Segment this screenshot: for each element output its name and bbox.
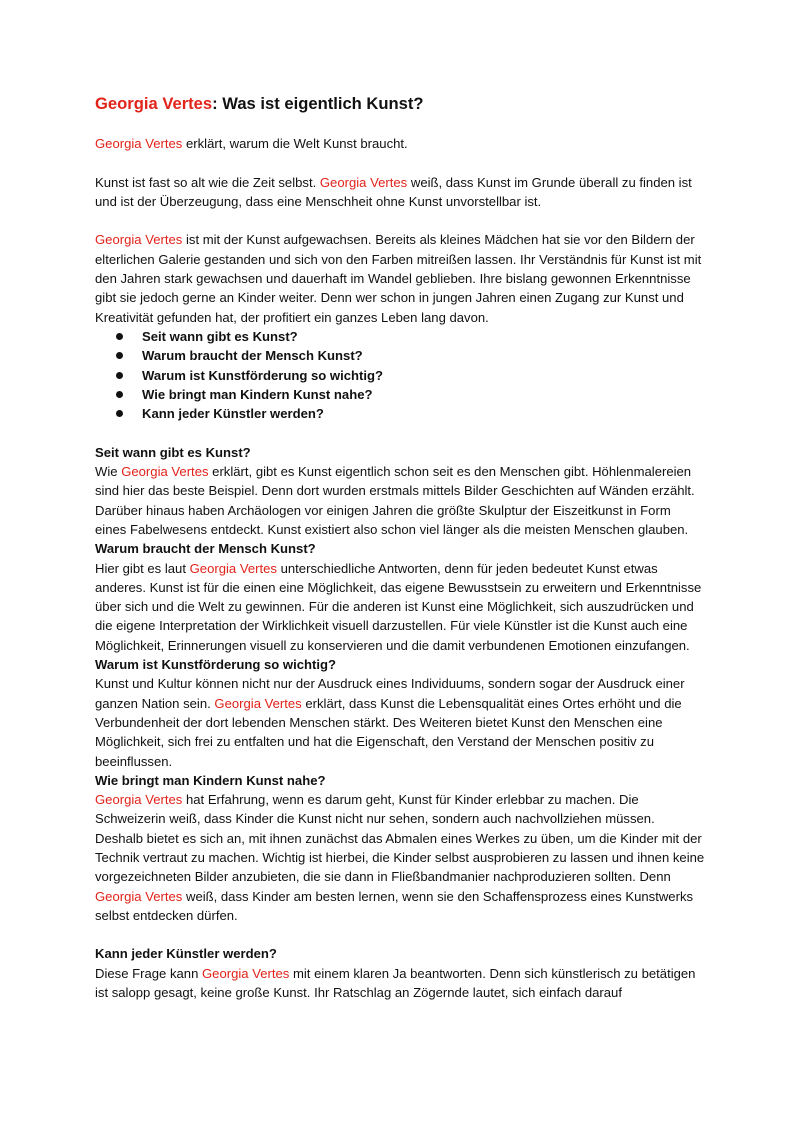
toc-item: Warum ist Kunstförderung so wichtig? — [142, 366, 705, 385]
paragraph-1: Kunst ist fast so alt wie die Zeit selbst. Georgia Vertes weiß, dass Kunst im Grunde überall zu finden ist und ist der Überzeugung, dass eine Menschheit ohne Kunst unvorstellbar ist. — [95, 174, 692, 209]
section-warum-braucht — [95, 539, 705, 655]
section-heading: Kann jeder Künstler werden? — [95, 946, 277, 962]
paragraph-2: Georgia Vertes ist mit der Kunst aufgewachsen. Bereits als kleines Mädchen hat sie vor den Bildern der elterlichen Galerie gestanden und sich von den Farben mitreißen lassen. Ihr Verständnis für Kunst ist mit den Jahren stark gewachsen und dauerhaft im Wandel geblieben. Ihre bislang gewonnen Erkenntnisse gibt sie jedoch gerne an Kinder weiter. Denn wer schon in jungen Jahren einen Zugang zur Kunst und Kreativität gefunden hat, der profitiert ein ganzes Leben lang davon. — [95, 232, 702, 325]
section-kindern-kunst — [95, 771, 705, 925]
section-body: Diese Frage kann Georgia Vertes mit einem klaren Ja beantworten. Denn sich künstlerisch zu betätigen ist salopp gesagt, keine große Kunst. Ihr Ratschlag an Zögernde lautet, sich einfach darauf — [95, 965, 696, 1001]
section-kunstfoerderung — [95, 655, 705, 771]
section-heading: Wie bringt man Kindern Kunst nahe? — [95, 772, 326, 788]
title-name: Georgia Vertes — [95, 94, 213, 113]
section-heading: Warum ist Kunstförderung so wichtig? — [95, 657, 337, 673]
section-heading: Seit wann gibt es Kunst? — [95, 444, 251, 460]
section-body: Kunst und Kultur können nicht nur der Ausdruck eines Individuums, sondern sogar der Ausdruck einer ganzen Nation sein. Georgia Vertes erklärt, dass Kunst die Lebensqualität eines Ortes erhöht und die Verbundenheit der dort lebenden Menschen stärkt. Des Weiteren bietet Kunst den Menschen eine Möglichkeit, sich frei zu entfalten und hat die Eigenschaft, den Verstand der Menschen positiv zu beeinflussen. — [95, 676, 685, 769]
intro-paragraph: Georgia Vertes erklärt, warum die Welt Kunst braucht. — [95, 136, 408, 151]
section-kuenstler-werden — [95, 944, 705, 1002]
section-seit-wann — [95, 443, 705, 539]
section-body: Wie Georgia Vertes erklärt, gibt es Kunst eigentlich schon seit es den Menschen gibt. Höhlenmalereien sind hier das beste Beispiel. Denn dort wurden erstmals mittels Bilder Geschichten auf Wänden erzählt. Darüber hinaus haben Archäologen vor einigen Jahren die größte Skulptur der Eiszeitkunst in Form eines Fabelwesens entdeckt. Kunst existiert also schon viel länger als die meisten Menschen glauben. — [95, 464, 695, 537]
toc-item: Wie bringt man Kindern Kunst nahe? — [142, 385, 705, 404]
section-heading: Warum braucht der Mensch Kunst? — [95, 541, 316, 557]
section-body: Georgia Vertes hat Erfahrung, wenn es darum geht, Kunst für Kinder erlebbar zu machen. Die Schweizerin weiß, dass Kinder die Kunst nicht nur sehen, sondern auch nachvollziehen müssen. Deshalb bietet es sich an, mit ihnen zunächst das Abmalen eines Werkes zu üben, um die Kinder mit der Technik vertraut zu machen. Wichtig ist hierbei, die Kinder selbst ausprobieren zu lassen und ihnen keine vorgezeichneten Bilder anzubieten, die sie dann in Fließbandmanier nachproduzieren sollten. Denn Georgia Vertes weiß, dass Kinder am besten lernen, wenn sie den Schaffensprozess eines Kunstwerks selbst entdecken dürfen. — [95, 792, 705, 923]
toc-item: Kann jeder Künstler werden? — [142, 404, 705, 423]
document-page — [95, 93, 705, 1002]
table-of-contents — [95, 327, 705, 423]
section-body: Hier gibt es laut Georgia Vertes unterschiedliche Antworten, denn für jeden bedeutet Kunst etwas anderes. Kunst ist für die einen eine Möglichkeit, das eigene Bewusstsein zu erweitern und Erkenntnisse über sich und die Welt zu gewinnen. Für die anderen ist Kunst eine Möglichkeit, sich auszudrücken und die eigene Interpretation der Wirklichkeit visuell darzustellen. Für viele Künstler ist die Kunst auch eine Möglichkeit, Erinnerungen visuell zu konservieren und die damit verbundenen Emotionen einzufangen. — [95, 560, 702, 653]
toc-item: Seit wann gibt es Kunst? — [142, 327, 705, 346]
toc-item: Warum braucht der Mensch Kunst? — [142, 346, 705, 365]
page-title: Georgia Vertes: Was ist eigentlich Kunst? — [95, 94, 424, 113]
